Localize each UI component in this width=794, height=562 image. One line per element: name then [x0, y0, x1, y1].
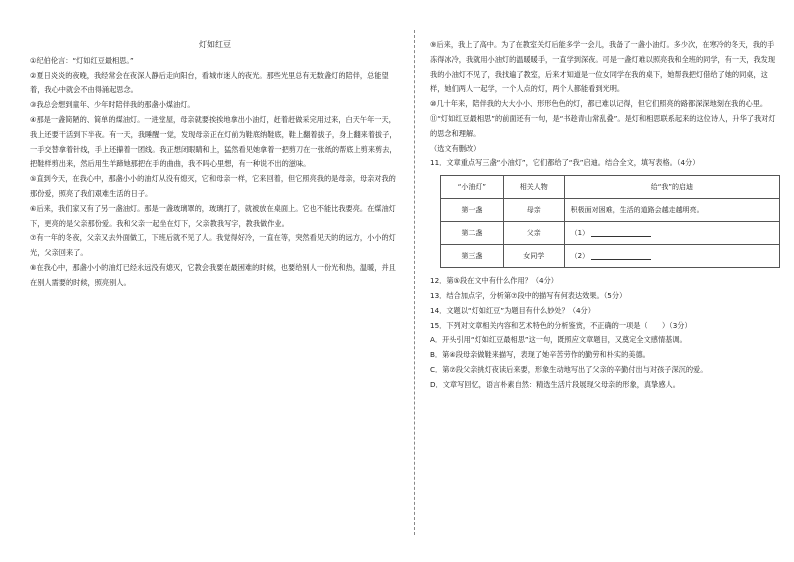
table-cell: 父亲: [503, 222, 564, 245]
option-d: D．文章写回忆，语言朴素自然：精选生活片段展现父母亲的形象，真挚感人。: [430, 379, 680, 389]
right-column: [430, 38, 780, 393]
table-cell: 母亲: [503, 199, 564, 222]
answer-blank-cell[interactable]: [564, 245, 779, 268]
paragraph: ⑧在我心中，那盏小小的油灯已经永远没有熄灭，它教会我要在最困难的时候，也要给别人一份光和热，温暖，并且在别人需要的时候，照亮别人。: [30, 262, 396, 287]
paragraph: ⑨后来，我上了高中。为了在教室关灯后能多学一会儿，我备了一盏小油灯。多少次，在寒冷的冬天，我的手冻得冰冷，我就用小油灯的温暖暖手，一直学到深夜。可是一盏灯难以照亮我和全班的同学，有一天，我发现我的小油灯不见了，我找遍了教室，后来才知道是一位女同学在我的桌下，她帮我把灯借给了她的同桌，这样，她们两人一起学，一个人点的灯，两个人都能看到光明。: [430, 40, 776, 94]
question-14: 14．文题以“灯如红豆”为题目有什么妙处？（4分）: [430, 305, 595, 315]
table-header: “小油灯”: [441, 176, 504, 199]
paragraph: ①纪伯伦言：“灯如红豆最相思。”: [30, 55, 134, 65]
table-row: [441, 245, 780, 268]
option-a: A．开头引用“灯如红豆最相思”这一句，既照应文章题目，又奠定全文感情基调。: [430, 335, 687, 345]
table-header: 相关人物: [503, 176, 564, 199]
question-11: 11．文章重点写三盏“小油灯”，它们都给了“我”启迪。结合全文，填写表格。（4分）: [430, 158, 700, 168]
left-column: [30, 38, 400, 291]
paragraph: ⑪“灯如红豆最相思”的前面还有一句，是“书趁青山常乱叠”。是灯和相思联系起来的这位诗人，升华了我对灯的思念和理解。: [430, 113, 776, 138]
paragraph: ⑩几十年来，陪伴我的大大小小、形形色色的灯，都已难以记得，但它们照亮的路都深深地刻在我的心里。: [430, 99, 768, 109]
answer-blank[interactable]: [591, 251, 651, 260]
paragraph: ⑤直到今天，在我心中，那盏小小的油灯从没有熄灭，它和母亲一样，它来回着，但它照亮我的是母亲，母亲对我的那份爱，照亮了我们艰难生活的日子。: [30, 174, 396, 198]
table-cell: 第三盏: [441, 245, 504, 268]
table-row: [441, 222, 780, 245]
paragraph: ⑦有一年的冬夜，父亲又去外面做工，下班后就不见了人。我觉得好冷，一直在等，突然看见天的的远方，小小的灯光，父亲回来了。: [30, 233, 396, 258]
table-header-row: [441, 176, 780, 199]
option-c: C．第⑦段父亲挑灯夜读后来要，形象生动地写出了父亲的辛勤付出与对孩子深沉的爱。: [430, 364, 708, 374]
paragraph: ⑥后来，我们家又有了另一盏油灯。那是一盏玻璃罩的，玻璃打了，就被放在桌面上。它也不能比我要亮。在煤油灯下，更亮的是父亲那份爱。我和父亲一起坐在灯下，父亲教我写字，教我做作业。: [30, 203, 396, 228]
table-cell: 第二盏: [441, 222, 504, 245]
blank-label: （2）: [570, 251, 590, 260]
question-15: 15．下列对文章相关内容和艺术特色的分析鉴赏，不正确的一项是（ ）（3分）: [430, 320, 692, 330]
option-b: B．第④段母亲做鞋来描写，表现了她辛苦劳作的勤劳和朴实的美德。: [430, 350, 650, 360]
paragraph: ②夏日炎炎的夜晚，我经常会在夜深人静后走向阳台，看城市迷人的夜光。那些光里总有无数盏灯的陪伴，总能望着，我心中就会不由得涌起思念。: [30, 70, 389, 95]
source-note: （选文有删改）: [430, 143, 481, 153]
paragraph: ③我总会想到童年、少年时陪伴我的那盏小煤油灯。: [30, 100, 195, 110]
answer-blank-cell[interactable]: [564, 222, 779, 245]
blank-label: （1）: [570, 228, 590, 237]
question-12: 12．第⑤段在文中有什么作用？（4分）: [430, 276, 558, 286]
table-cell: 女同学: [503, 245, 564, 268]
answer-blank[interactable]: [591, 228, 651, 237]
table-row: [441, 199, 780, 222]
column-divider: [414, 30, 415, 535]
table-cell: 积极面对困难，生活的道路会越走越明亮。: [564, 199, 779, 222]
table-cell: 第一盏: [441, 199, 504, 222]
question-13: 13．结合加点字，分析第⑦段中的描写有何表达效果。（5分）: [430, 290, 627, 300]
article-title: 灯如红豆: [199, 40, 231, 49]
paragraph: ④那是一盏简陋的、简单的煤油灯。一进堂屋，母亲就要挨挨地拿出小油灯，赶着赶做采完用过来，白天午年一天，我上还要干活到下半夜。有一天，我睡醒一觉，发现母亲正在灯前为鞋底纳鞋底，鞋上翻着拔子，身上翻来着拔子，一手交替拿着针线，手上还攥着一团线。我正想闭眼睛和上，猛然看见她拿着一把剪刀在一张纸的帮底上剪来剪去，把鞋样剪出来，然后用生羊蹄她那把在手的曲曲，我不吗心里想，有一种说不出的滋味。: [30, 114, 397, 169]
table-header: 给“我”的启迪: [564, 176, 779, 199]
answer-table: [440, 175, 780, 268]
